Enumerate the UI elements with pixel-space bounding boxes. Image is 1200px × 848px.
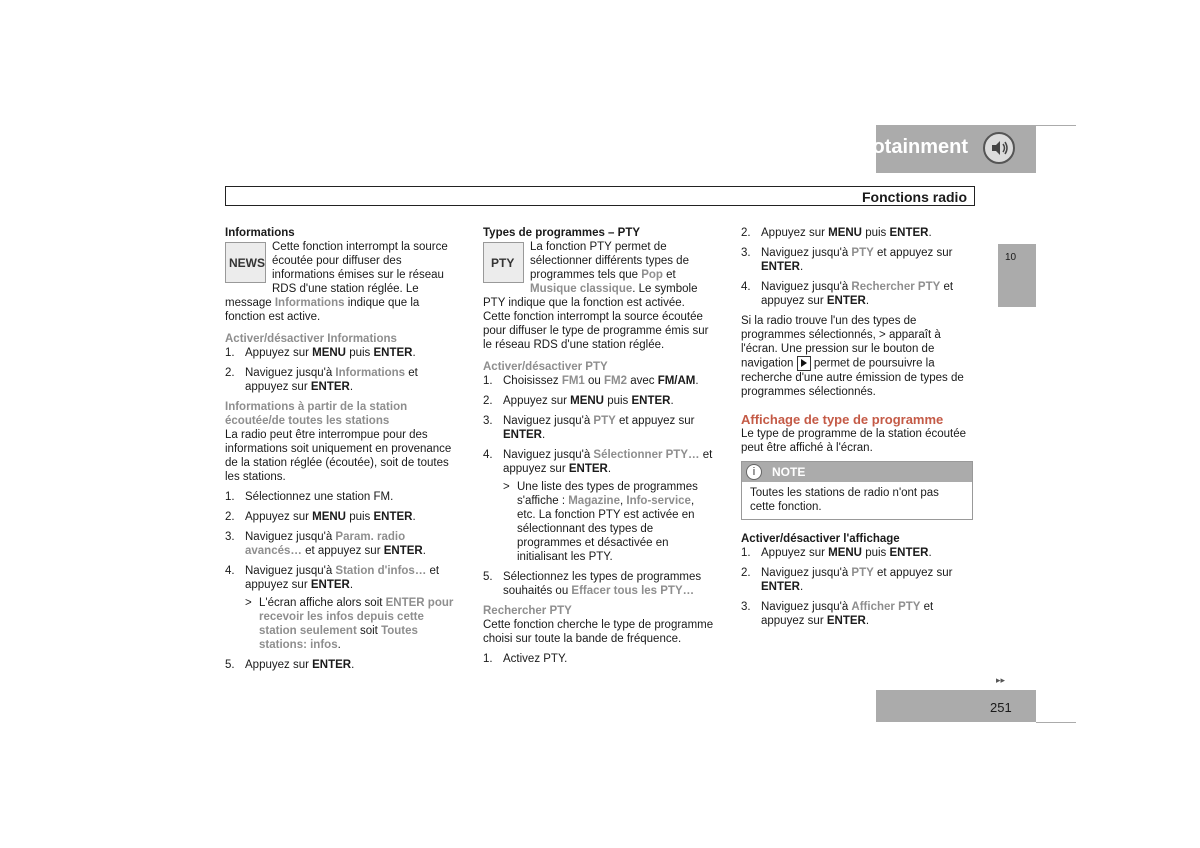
note-header [742, 462, 972, 482]
list-item: 3. Naviguez jusqu'à PTY et appuyez sur ENTER. [741, 247, 953, 273]
steps-list [225, 346, 457, 394]
play-right-icon [797, 356, 811, 371]
list-item: 1. Sélectionnez une station FM. [225, 491, 394, 503]
result-text: > Une liste des types de programmes s'affiche : Magazine, Info-service, etc. La fonction PTY est activée en sélectionnant des types de programmes et désactivée en initialisant les PTY. [503, 481, 698, 563]
heading-toggle-display: Activer/désactiver l'affichage [741, 533, 900, 545]
intro-text: La fonction PTY permet de sélectionner différents types de programmes tels que Pop et Musique classique. Le symbole PTY indique que la fonction est activée. Cette fonction interrompt la source écoutée pour diffuser le type de programme émis sur le réseau RDS d'une station réglée. [483, 241, 709, 351]
column-informations [225, 226, 457, 678]
steps-list [225, 490, 457, 672]
column-pty [483, 226, 715, 672]
paragraph: Cette fonction cherche le type de programme choisi sur toute la bande de fréquence. [483, 619, 714, 645]
list-item: 1. Activez PTY. [483, 653, 568, 665]
note-text: Toutes les stations de radio n'ont pas cette fonction. [750, 487, 939, 513]
result-text: > L'écran affiche alors soit ENTER pour recevoir les infos depuis cette station seulement soit Toutes stations: infos. [245, 597, 454, 651]
page-number: 251 [990, 700, 1012, 715]
footer-rule [1036, 722, 1076, 723]
heading-pty: Types de programmes – PTY [483, 227, 641, 239]
header-rule [1036, 125, 1076, 126]
speaker-icon [983, 132, 1015, 164]
subheading-source: Informations à partir de la station écoutée/de toutes les stations [225, 401, 408, 427]
list-item: 3. Naviguez jusqu'à Param. radio avancés… et appuyez sur ENTER. [225, 531, 426, 557]
next-page-arrows-icon: ▸▸ [996, 675, 1006, 685]
chapter-title: 10 Infotainment [820, 136, 968, 158]
subheading-toggle-pty: Activer/désactiver PTY [483, 361, 608, 373]
heading-informations: Informations [225, 227, 295, 239]
list-item: 5. Sélectionnez les types de programmes souhaités ou Effacer tous les PTY… [483, 571, 702, 597]
paragraph: Le type de programme de la station écoutée peut être affiché à l'écran. [741, 428, 967, 454]
steps-list [483, 374, 715, 598]
list-item: 2. Appuyez sur MENU puis ENTER. [483, 395, 674, 407]
heading-display-type: Affichage de type de programme [741, 412, 944, 427]
list-item: 4. Naviguez jusqu'à Sélectionner PTY… et appuyez sur ENTER. > Une liste des types de programmes s'affiche : Magazine, Info-service, etc. La fonction PTY est activée en sélectionnant des types de programmes et désactivée en initialisant les PTY. [483, 448, 715, 564]
steps-list [483, 652, 715, 666]
note-box [741, 461, 973, 520]
list-item: 2. Naviguez jusqu'à Informations et appuyez sur ENTER. [225, 367, 418, 393]
section-title: Fonctions radio [862, 189, 967, 205]
note-label: NOTE [772, 465, 806, 479]
list-item: 4. Naviguez jusqu'à Rechercher PTY et appuyez sur ENTER. [741, 281, 954, 307]
steps-list [741, 546, 973, 628]
list-item: 3. Naviguez jusqu'à PTY et appuyez sur ENTER. [483, 415, 695, 441]
subheading-toggle-informations: Activer/désactiver Informations [225, 333, 397, 345]
news-icon: NEWS [225, 242, 266, 283]
list-item: 2. Appuyez sur MENU puis ENTER. [225, 511, 416, 523]
column-pty-continued [741, 226, 973, 634]
subheading-search-pty: Rechercher PTY [483, 605, 572, 617]
list-item: 2. Appuyez sur MENU puis ENTER. [741, 227, 932, 239]
list-item: 5. Appuyez sur ENTER. [225, 659, 355, 671]
paragraph: Si la radio trouve l'un des types de programmes sélectionnés, > apparaît à l'écran. Une pression sur le bouton de navigation permet de poursuivre la recherche d'une autre émission de types de programmes sélectionnés. [741, 315, 964, 398]
chapter-tab [998, 244, 1036, 307]
list-item: 4. Naviguez jusqu'à Station d'infos… et appuyez sur ENTER. > L'écran affiche alors soit ENTER pour recevoir les infos depuis cette station seulement soit Toutes stations: infos. [225, 564, 457, 652]
list-item: 3. Naviguez jusqu'à Afficher PTY et appuyez sur ENTER. [741, 601, 934, 627]
intro-text: Cette fonction interrompt la source écoutée pour diffuser des informations émises sur le réseau RDS d'une station réglée. Le message Informations indique que la fonction est active. [225, 241, 448, 323]
list-item: 1. Choisissez FM1 ou FM2 avec FM/AM. [483, 375, 699, 387]
pty-icon: PTY [483, 242, 524, 283]
info-icon: i [746, 464, 762, 480]
paragraph: La radio peut être interrompue pour des informations soit uniquement en provenance de la station réglée (écoutée), soit de toutes les stations. [225, 429, 452, 483]
list-item: 1. Appuyez sur MENU puis ENTER. [741, 547, 932, 559]
list-item: 2. Naviguez jusqu'à PTY et appuyez sur ENTER. [741, 567, 953, 593]
list-item: 1. Appuyez sur MENU puis ENTER. [225, 347, 416, 359]
steps-list [741, 226, 973, 308]
footer-band [876, 690, 1036, 722]
chapter-tab-label: 10 [1005, 252, 1017, 263]
